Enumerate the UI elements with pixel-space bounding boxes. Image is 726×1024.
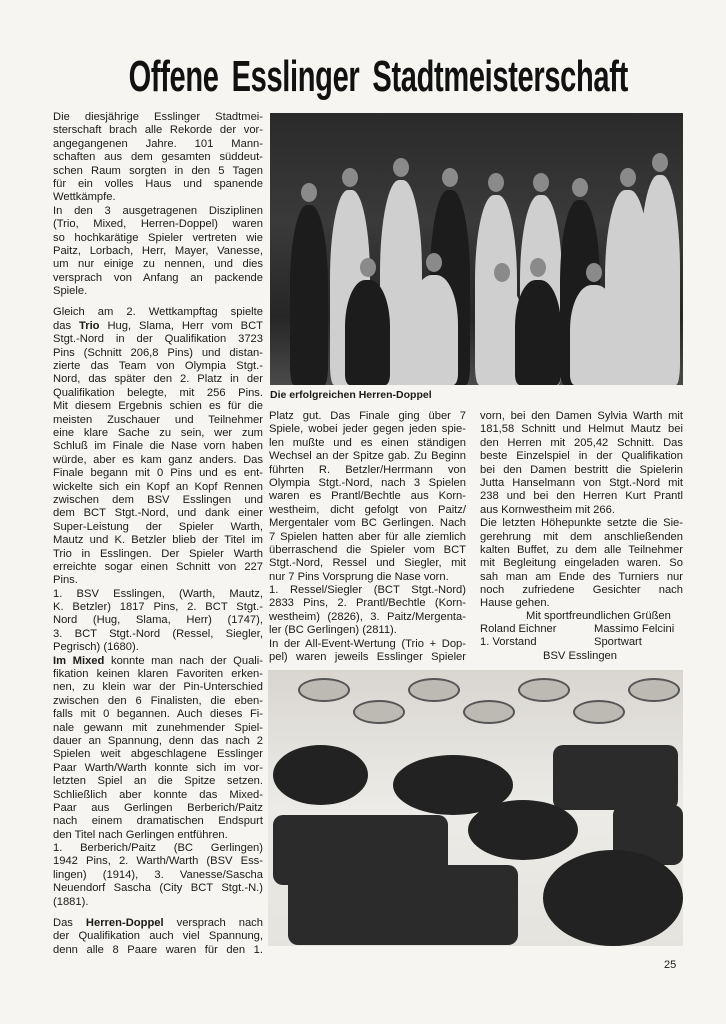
text-segment: versprach nach — [163, 917, 263, 930]
text-column-middle — [269, 410, 466, 664]
text-line: westheim) (2826), 3. Paitz/Mergenta- — [269, 610, 466, 623]
paragraph — [53, 655, 263, 842]
bowl — [298, 678, 350, 702]
text-line: Finale begann mit 0 Pins und es ent- — [53, 467, 263, 480]
bowl — [628, 678, 680, 702]
text-line: lingen) (1914), 3. Vanesse/Sascha — [53, 868, 263, 881]
text-line: Hause gehen. — [480, 597, 550, 610]
text-line: 238 und bei den Herren Kurt Prantl — [480, 490, 683, 503]
signature-role-2: Sportwart — [594, 636, 642, 648]
person-head — [360, 258, 376, 277]
person-figure — [290, 205, 328, 385]
text-line: nach einem dramatischen Endspurt — [53, 815, 263, 828]
person-figure — [345, 280, 390, 385]
text-line: überraschend die Spieler vom BCT — [269, 543, 466, 556]
text-line: gerehrung mit dem anschließenden — [480, 530, 683, 543]
text-line — [53, 917, 263, 930]
text-line: Spielen weit abgeschlagene Esslinger — [53, 748, 263, 761]
person-head — [652, 153, 668, 172]
text-line: noch zufriedene Gesichter nach — [480, 584, 683, 597]
text-line: wickelte sich ein Kopf an Kopf Rennen — [53, 480, 263, 493]
text-line: Jutta Hanselmann von Stgt.-Nord mit — [480, 476, 683, 489]
text-segment: konnte man nach der Quali- — [104, 654, 264, 667]
text-line: kalten Buffet, zu dem alle Teilnehmer — [480, 543, 683, 556]
food-tray — [553, 745, 678, 810]
person-head — [426, 253, 442, 272]
text-line: den Titel nach Gerlingen entführen. — [53, 828, 228, 841]
signature-name-2: Massimo Felcini — [594, 623, 675, 635]
text-line: Die diesjährige Esslinger Stadtmei- — [53, 111, 263, 123]
text-line: nur 7 Pins Vorsprung die Nase vorn. — [269, 570, 449, 583]
photo-herren-doppel-team — [270, 113, 683, 385]
text-line: (Trio, Mixed, Herren-Doppel) waren — [53, 218, 263, 231]
text-segment: Das — [53, 917, 86, 930]
text-line: ler (BC Gerlingen) (2811). — [269, 624, 397, 637]
text-line: versprach von Anfang an packende — [53, 271, 263, 284]
text-line: führten R. Betzler/Herrmann von — [269, 463, 466, 476]
paragraph — [53, 205, 263, 299]
food-tray — [543, 850, 683, 946]
text-line: 1. BSV Esslingen, (Warth, Mautz, — [53, 587, 263, 600]
person-head — [586, 263, 602, 282]
text-line: angegangenen Jahre. 101 Mann- — [53, 137, 263, 150]
person-figure — [640, 175, 680, 385]
text-line: Die letzten Höhepunkte setzte die Sie- — [480, 517, 683, 530]
text-line: so hochkarätige Spieler vertreten wie — [53, 231, 263, 244]
bowl — [353, 700, 405, 724]
paragraph — [53, 842, 263, 909]
paragraph — [269, 584, 466, 638]
text-line: Paitz, Lorbach, Herr, Mayer, Vanesse, — [53, 244, 263, 257]
text-line: aus Kornwestheim mit 266. — [480, 503, 615, 516]
text-line: Spiele, wobei jeder gegen jeden spie- — [269, 423, 466, 436]
food-tray — [288, 865, 518, 945]
text-line: Stgt.-Nord, Ressel und Siegler, mit — [269, 557, 466, 570]
bowl — [408, 678, 460, 702]
person-head — [393, 158, 409, 177]
text-line: Platz gut. Das Finale ging über 7 — [269, 410, 466, 422]
food-tray — [468, 800, 578, 860]
text-line: vorn, bei den Damen Sylvia Warth mit — [480, 410, 683, 422]
text-line: mit Begleitung eingeladen waren. So — [480, 557, 683, 570]
text-line: In der All-Event-Wertung (Trio + Dop- — [269, 637, 466, 650]
paragraph — [53, 306, 263, 587]
text-line: Neuendorf Sascha (City BCT Stgt.-N.) — [53, 882, 263, 895]
text-line: K. Betzler) 1817 Pins, 2. BCT Stgt.- — [53, 601, 263, 614]
paragraph — [480, 517, 683, 611]
text-line: letzten Spiel an die Spitze setzen. — [53, 775, 263, 788]
person-head — [530, 258, 546, 277]
person-head — [342, 168, 358, 187]
text-line: Mit diesem Ergebnis schien es für die — [53, 400, 263, 413]
signature-name-1: Roland Eichner — [480, 623, 557, 635]
text-line: Trio in Esslingen. Der Spieler Warth — [53, 547, 263, 560]
text-line: fikation keinen klaren Favoriten erken- — [53, 668, 263, 681]
text-line: 2833 Pins, 2. Prantl/Bechtle (Korn- — [269, 597, 466, 610]
photo-cold-buffet — [268, 670, 683, 946]
text-line: Schluß im Finale die Nase vorn haben — [53, 440, 263, 453]
text-line: Spiele. — [53, 285, 88, 298]
text-line: Pegrisch) (1680). — [53, 641, 139, 654]
text-line: der Qualifikation auch viel Spannung, — [53, 930, 263, 943]
text-column-left — [53, 111, 263, 957]
food-tray — [273, 745, 368, 805]
text-line: denn alle 8 Paare waren für den 1. — [53, 943, 263, 956]
text-line: 1942 Pins, 2. Warth/Warth (BSV Ess- — [53, 855, 263, 868]
text-column-right — [480, 410, 683, 611]
bold-keyword: Trio — [79, 319, 100, 332]
bold-keyword: Im Mixed — [53, 654, 105, 667]
text-line: Paar aus Gerlingen Berberich/Paitz — [53, 801, 263, 814]
bold-keyword: Herren-Doppel — [85, 917, 164, 930]
text-line: 1. Ressel/Siegler (BCT Stgt.-Nord) — [269, 584, 466, 597]
paragraph — [53, 111, 263, 205]
text-line: Gleich am 2. Wettkampftag spielte — [53, 306, 263, 319]
text-line: eine klare Sache zu sein, wer zum — [53, 426, 263, 439]
signature-greeting: Mit sportfreundlichen Grüßen — [526, 610, 671, 622]
text-line: 1. Berberich/Paitz (BC Gerlingen) — [53, 842, 263, 855]
text-line: len mußte und es einen ständigen — [269, 436, 466, 449]
text-line: beste Einzelspiel in der Qualifikation — [480, 450, 683, 463]
person-head — [494, 263, 510, 282]
text-line: Nord (Hug, Slama, Herr) (1747), — [53, 614, 263, 627]
bowl — [518, 678, 570, 702]
text-line: zwischen den 6 Finalisten, die eben- — [53, 694, 263, 707]
text-line: Nord, das später den 2. Platz in der — [53, 373, 263, 386]
text-segment: Hug, Slama, Herr vom BCT — [99, 319, 263, 332]
person-figure — [515, 280, 561, 385]
text-line: Super-Leistung der Spieler Warth, — [53, 520, 263, 533]
text-segment: das — [53, 319, 79, 332]
text-line: Mergentaler vom BC Gerlingen. Nach — [269, 517, 466, 530]
paragraph — [53, 588, 263, 655]
text-line: Qualifikation belegte, mit 256 Pins. — [53, 386, 263, 399]
paragraph — [269, 638, 466, 665]
text-line: (1881). — [53, 895, 89, 908]
text-line: Pins. — [53, 574, 78, 587]
person-figure — [570, 285, 618, 385]
text-line: um nur einige zu nennen, und dies — [53, 258, 263, 271]
paragraph — [53, 917, 263, 957]
text-line: schaften aus dem gesamten süddeut- — [53, 151, 263, 164]
text-line: meisten Zuschauer und Teilnehmer — [53, 413, 263, 426]
text-line: dem BCT Stgt.-Nord, und dank einer — [53, 507, 263, 520]
text-line: Wechsel an der Spitze gab. Zu Beginn — [269, 450, 466, 463]
text-line: 181,58 Schnitt und Helmut Mautz bei — [480, 423, 683, 436]
person-head — [442, 168, 458, 187]
text-line: würde, aber es kam ganz anders. Das — [53, 453, 263, 466]
text-line — [53, 655, 263, 668]
text-line: Pins (Schnitt 206,8 Pins) und distan- — [53, 346, 263, 359]
text-line: nen, zu klein war der Pin-Unterschied — [53, 681, 263, 694]
text-line: zwischen dem BSV Esslingen und — [53, 493, 263, 506]
bowl — [573, 700, 625, 724]
article-title-text: Offene Esslinger Stadtmeisterschaft — [128, 52, 628, 101]
text-line: Mautz und K. Betzler blieb der Titel im — [53, 534, 263, 547]
text-line: schen Raum sorgten in den 5 Tagen — [53, 164, 263, 177]
text-line: 7 Spielen hatten aber für alle ziemlich — [269, 530, 466, 543]
text-line: bei den Damen bestritt die Spielerin — [480, 463, 683, 476]
text-line: 3. BCT Stgt.-Nord (Ressel, Siegler, — [53, 627, 263, 640]
page-number: 25 — [664, 959, 677, 971]
text-line: westheim, dicht gefolgt von Paitz/ — [269, 503, 466, 516]
text-line: In den 3 ausgetragenen Disziplinen — [53, 204, 263, 217]
article-title — [0, 52, 726, 102]
text-line: falls mit 0 begannen. Auch dieses Fi- — [53, 708, 263, 721]
text-line: nale gewann mit zunehmender Spiel- — [53, 721, 263, 734]
person-head — [572, 178, 588, 197]
text-line: Wettkämpfe. — [53, 191, 116, 204]
text-line: für ein volles Haus und spanende — [53, 177, 263, 190]
person-figure — [410, 275, 458, 385]
signature-club: BSV Esslingen — [543, 650, 618, 662]
person-head — [533, 173, 549, 192]
text-line: Schließlich aber konnte das Mixed- — [53, 788, 263, 801]
text-line: sah man am Ende des Turniers nur — [480, 570, 683, 583]
text-line: den Herren mit 205,42 Schnitt. Das — [480, 436, 683, 449]
text-line: dauer an Spannung, denn das nach 2 — [53, 734, 263, 747]
text-line: Stgt.-Nord in der Qualifikation 3723 — [53, 333, 263, 346]
photo-caption: Die erfolgreichen Herren-Doppel — [270, 389, 432, 401]
text-line: pel) waren jeweils Esslinger Spieler — [269, 651, 466, 664]
signature-role-1: 1. Vorstand — [480, 636, 537, 648]
text-line: zierte das Team von Olympia Stgt.- — [53, 360, 263, 373]
text-line: Paar Warth/Warth konnte sich im vor- — [53, 761, 263, 774]
text-line: sterschaft brach alle Rekorde der vor- — [53, 124, 263, 137]
paragraph — [480, 410, 683, 517]
paragraph — [269, 410, 466, 584]
text-line: waren es Prantl/Bechtle aus Korn- — [269, 490, 466, 503]
bowl — [463, 700, 515, 724]
person-head — [620, 168, 636, 187]
person-head — [488, 173, 504, 192]
text-line — [53, 320, 263, 333]
text-line: Olympia Stgt.-Nord, nach 3 Spielen — [269, 476, 466, 489]
person-head — [301, 183, 317, 202]
text-line: erreichte sogar einen Schnitt von 227 — [53, 560, 263, 573]
